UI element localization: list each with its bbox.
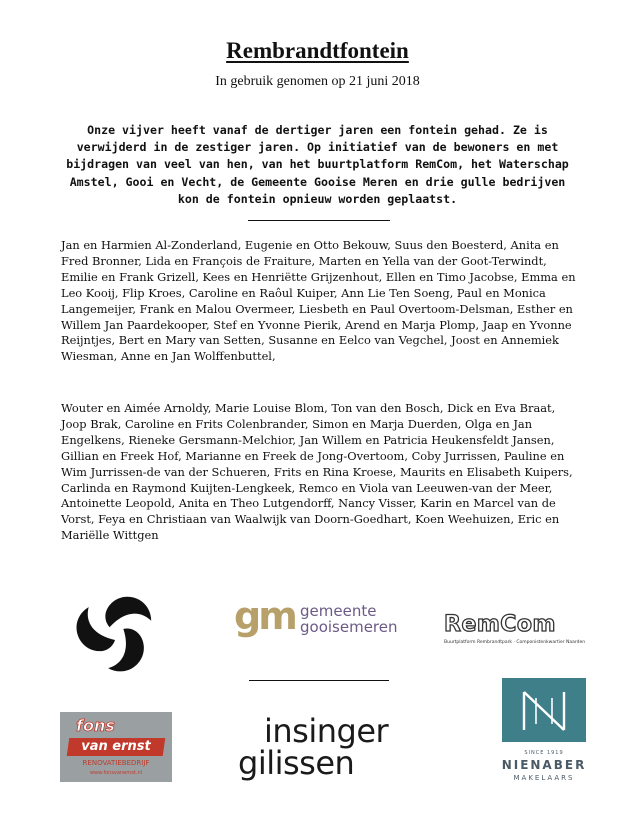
insinger-word: insinger [264,712,389,750]
donor-list-2: Wouter en Aimée Arnoldy, Marie Louise Blom, Ton van den Bosch, Dick en Eva Braat, Joop Brak, Caroline en Frits Colenbrander, Simon en Marja Duerden, Olga en Jan Engelkens, Rieneke Gersmann-Melchior, Jan Willem en Patricia Heukensfeldt Jansen, Gillian en Freek Hof, Marianne en Freek de Jong-Overtoom, Coby Jurrissen, Pauline en Wim Jurrissen-de van der Schueren, Frits en Rina Kroese, Maurits en Elisabeth Kuipers, Carlinda en Raymond Kuijten-Lengkeek, Remco en Viola van Leeuwen-van der Meer, Antoinette Leopold, Anita en Theo Lutgendorff, Nancy Visser, Karin en Marcel van de Vorst, Feya en Christiaan van Waalwijk van Doorn-Goedhart, Koen Weehuizen, Eric en Mariëlle Wittgen [61,401,573,543]
gilissen-word: gilissen [238,744,355,782]
fons-word: fons [76,716,115,735]
intro-paragraph: Onze vijver heeft vanaf de dertiger jaren een fontein gehad. Ze is verwijderd in de zestiger jaren. Op initiatief van de bewoners en met bijdragen van veel van hen, van het buurtplatform RemCom, het Waterschap Amstel, Gooi en Vecht, de Gemeente Gooise Meren en drie gulle bedrijven kon de fontein opnieuw worden geplaatst. [66,123,569,206]
makelaars-word: MAKELAARS [513,774,575,782]
gm-line1: gemeente [300,602,377,620]
fons-subtitle: RENOVATIEBEDRIJF [82,759,150,767]
gooise-meren-logo [234,594,414,644]
nienaber-since: SINCE 1919 [524,750,564,756]
page-title: Rembrandtfontein [226,38,409,63]
waterschap-logo [76,592,156,672]
gm-mark: gm [234,594,295,638]
n-monogram-icon [502,678,586,742]
nienaber-mark [502,678,586,742]
van-ernst-word: van ernst [81,739,151,754]
donor-list-1: Jan en Harmien Al-Zonderland, Eugenie en Otto Bekouw, Suus den Boesterd, Anita en Fred Bronner, Lida en François de Fraiture, Marten en Yella van der Goot-Terwindt, Emilie en Frank Grizell, Kees en Henriëtte Grijzenhout, Ellen en Timo Jacobse, Emma en Leo Kooij, Flip Kroes, Caroline en Raôul Kuiper, Ann Lie Ten Soeng, Paul en Monica Langemeijer, Frank en Malou Overmeer, Liesbeth en Paul Overtoom-Delsman, Esther en Willem Jan Paardekooper, Stef en Yvonne Pierik, Arend en Marja Plomp, Jaap en Yvonne Reijntjes, Bert en Mary van Setten, Susanne en Eelco van Vegchel, Joost en Annemiek Wiesman, Anne en Jan Wolffenbuttel, [61,238,576,364]
divider-line-2 [249,680,389,681]
page-subtitle: In gebruik genomen op 21 juni 2018 [215,74,420,89]
fons-van-ernst-logo [60,712,172,782]
nienaber-logo [500,678,588,784]
swirl-icon [76,592,156,672]
remcom-wordmark: RemCom [444,612,556,637]
fons-website: www.fonsvanernst.nl [89,770,143,776]
divider-line [248,220,390,221]
nienaber-word: NIENABER [501,758,587,772]
insinger-gilissen-logo [238,712,408,782]
remcom-logo [442,612,588,648]
remcom-tagline: Buurtplatform Rembrandtpark · Componistenkwartier Naarden [444,640,586,645]
gm-line2: gooisemeren [300,618,398,636]
